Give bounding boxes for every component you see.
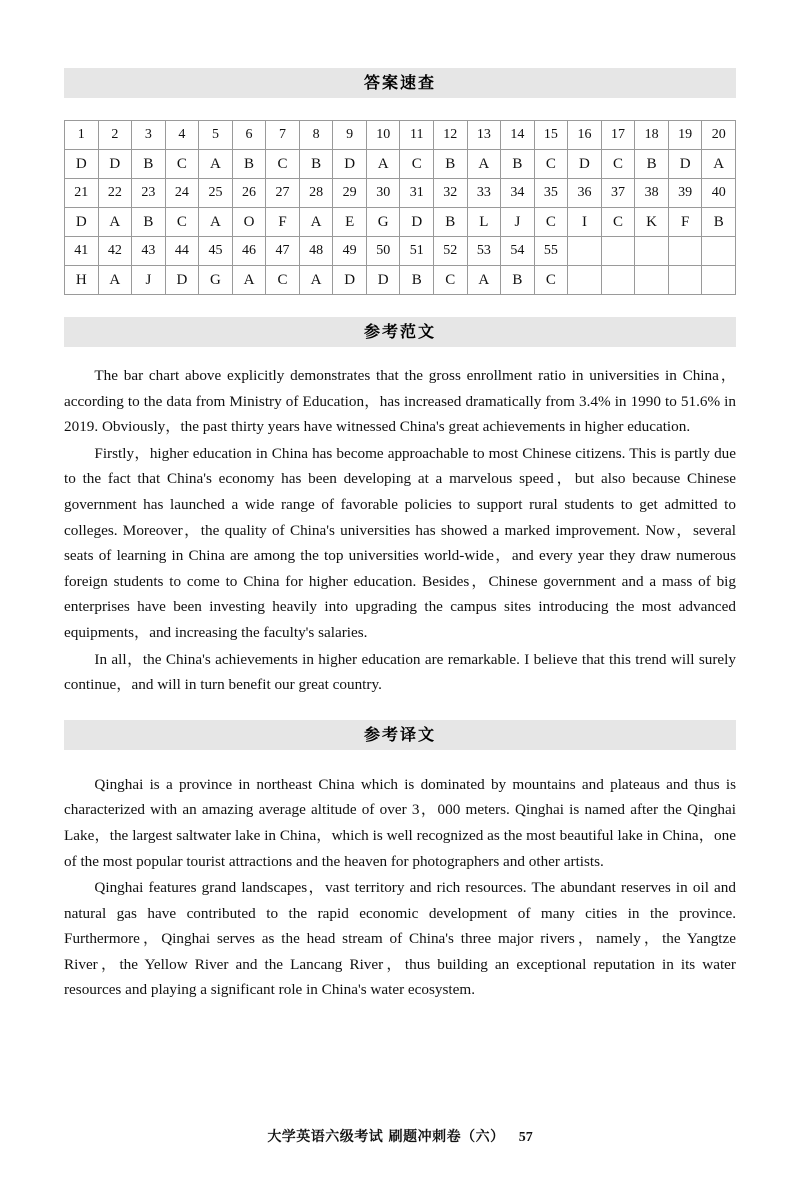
question-number-cell: 5 bbox=[199, 121, 233, 150]
answer-cell: A bbox=[467, 150, 501, 179]
question-number-cell: 53 bbox=[467, 237, 501, 266]
question-number-cell: 49 bbox=[333, 237, 367, 266]
answer-table-container bbox=[64, 120, 736, 295]
answer-cell: O bbox=[232, 208, 266, 237]
question-number-cell: 7 bbox=[266, 121, 300, 150]
question-number-cell: 10 bbox=[366, 121, 400, 150]
answer-cell: C bbox=[534, 208, 568, 237]
question-number-cell: 24 bbox=[165, 179, 199, 208]
answer-cell bbox=[635, 266, 669, 295]
question-number-cell bbox=[601, 237, 635, 266]
question-number-cell bbox=[568, 237, 602, 266]
question-number-cell: 37 bbox=[601, 179, 635, 208]
question-number-cell: 2 bbox=[98, 121, 132, 150]
question-number-cell: 44 bbox=[165, 237, 199, 266]
answer-cell bbox=[702, 266, 736, 295]
question-number-cell: 32 bbox=[434, 179, 468, 208]
answer-cell: I bbox=[568, 208, 602, 237]
question-number-cell: 38 bbox=[635, 179, 669, 208]
question-number-cell: 40 bbox=[702, 179, 736, 208]
answer-cell: F bbox=[266, 208, 300, 237]
answer-cell: A bbox=[199, 150, 233, 179]
answer-cell: A bbox=[98, 208, 132, 237]
question-number-cell: 20 bbox=[702, 121, 736, 150]
answer-cell bbox=[601, 266, 635, 295]
question-number-cell: 47 bbox=[266, 237, 300, 266]
answer-table-answer-row bbox=[65, 208, 736, 237]
answer-cell: C bbox=[534, 150, 568, 179]
answer-cell: C bbox=[266, 266, 300, 295]
question-number-cell: 42 bbox=[98, 237, 132, 266]
question-number-cell: 39 bbox=[668, 179, 702, 208]
answer-cell bbox=[568, 266, 602, 295]
question-number-cell: 6 bbox=[232, 121, 266, 150]
answer-cell: A bbox=[366, 150, 400, 179]
answer-cell: K bbox=[635, 208, 669, 237]
answer-cell: D bbox=[400, 208, 434, 237]
footer-title: 大学英语六级考试 刷题冲刺卷（六） bbox=[267, 1129, 505, 1145]
question-number-cell: 41 bbox=[65, 237, 99, 266]
answer-cell: C bbox=[434, 266, 468, 295]
answer-cell: B bbox=[501, 150, 535, 179]
answer-cell: A bbox=[299, 208, 333, 237]
answer-table-answer-row bbox=[65, 266, 736, 295]
answer-cell: D bbox=[668, 150, 702, 179]
answer-cell: D bbox=[333, 150, 367, 179]
answer-table-answer-row bbox=[65, 150, 736, 179]
question-number-cell: 19 bbox=[668, 121, 702, 150]
question-number-cell: 51 bbox=[400, 237, 434, 266]
answer-cell: B bbox=[299, 150, 333, 179]
question-number-cell: 50 bbox=[366, 237, 400, 266]
question-number-cell: 27 bbox=[266, 179, 300, 208]
question-number-cell: 33 bbox=[467, 179, 501, 208]
answer-cell: E bbox=[333, 208, 367, 237]
question-number-cell: 35 bbox=[534, 179, 568, 208]
section-heading-reference-translation: 参考译文 bbox=[64, 720, 736, 750]
answer-cell: H bbox=[65, 266, 99, 295]
answer-cell: B bbox=[132, 150, 166, 179]
question-number-cell: 13 bbox=[467, 121, 501, 150]
answer-cell: A bbox=[467, 266, 501, 295]
answer-cell: D bbox=[65, 208, 99, 237]
question-number-cell bbox=[668, 237, 702, 266]
question-number-cell: 30 bbox=[366, 179, 400, 208]
answer-key-table bbox=[64, 120, 736, 295]
question-number-cell: 52 bbox=[434, 237, 468, 266]
question-number-cell: 22 bbox=[98, 179, 132, 208]
question-number-cell: 26 bbox=[232, 179, 266, 208]
answer-cell bbox=[668, 266, 702, 295]
answer-cell: D bbox=[333, 266, 367, 295]
answer-cell: B bbox=[434, 150, 468, 179]
question-number-cell: 12 bbox=[434, 121, 468, 150]
answer-table-number-row bbox=[65, 237, 736, 266]
answer-cell: B bbox=[635, 150, 669, 179]
answer-cell: A bbox=[232, 266, 266, 295]
question-number-cell: 15 bbox=[534, 121, 568, 150]
question-number-cell: 3 bbox=[132, 121, 166, 150]
answer-cell: G bbox=[366, 208, 400, 237]
section-heading-model-essay: 参考范文 bbox=[64, 317, 736, 347]
answer-cell: C bbox=[534, 266, 568, 295]
answer-cell: C bbox=[165, 150, 199, 179]
question-number-cell: 31 bbox=[400, 179, 434, 208]
section-heading-answers: 答案速查 bbox=[64, 68, 736, 98]
answer-cell: C bbox=[400, 150, 434, 179]
question-number-cell: 4 bbox=[165, 121, 199, 150]
question-number-cell: 43 bbox=[132, 237, 166, 266]
question-number-cell: 14 bbox=[501, 121, 535, 150]
question-number-cell: 1 bbox=[65, 121, 99, 150]
question-number-cell: 45 bbox=[199, 237, 233, 266]
question-number-cell: 18 bbox=[635, 121, 669, 150]
page-number: 57 bbox=[518, 1130, 533, 1145]
answer-cell: A bbox=[199, 208, 233, 237]
question-number-cell: 9 bbox=[333, 121, 367, 150]
question-number-cell: 48 bbox=[299, 237, 333, 266]
answer-cell: D bbox=[568, 150, 602, 179]
answer-cell: B bbox=[702, 208, 736, 237]
answer-cell: D bbox=[65, 150, 99, 179]
question-number-cell: 34 bbox=[501, 179, 535, 208]
paragraph: Qinghai is a province in northeast China which is dominated by mountains and plateaus and thus is characterized with an amazing average altitude of over 3，000 meters. Qinghai is named after the Qinghai Lake，the largest saltwater lake in China，which is well recognized as the most beautiful lake in China，one of the most popular tourist attractions and the heaven for photographers and other artists. bbox=[64, 775, 736, 870]
answer-cell: A bbox=[98, 266, 132, 295]
answer-cell: D bbox=[165, 266, 199, 295]
answer-cell: B bbox=[434, 208, 468, 237]
question-number-cell: 23 bbox=[132, 179, 166, 208]
answer-cell: A bbox=[299, 266, 333, 295]
question-number-cell: 17 bbox=[601, 121, 635, 150]
paragraph: The bar chart above explicitly demonstrates that the gross enrollment ratio in universities in China，according to the data from Ministry of Education，has increased dramatically from 3.4% in 1990 to 51.6% in 2019. Obviously，the past thirty years have witnessed China's great achievements in higher education. bbox=[64, 367, 736, 436]
answer-cell: D bbox=[98, 150, 132, 179]
answer-cell: B bbox=[400, 266, 434, 295]
answer-table-number-row bbox=[65, 121, 736, 150]
answer-cell: J bbox=[501, 208, 535, 237]
answer-cell: G bbox=[199, 266, 233, 295]
paragraph: In all，the China's achievements in higher education are remarkable. I believe that this trend will surely continue，and will in turn benefit our great country. bbox=[64, 650, 736, 694]
model-essay-body bbox=[64, 363, 736, 698]
answer-cell: C bbox=[601, 150, 635, 179]
answer-cell: A bbox=[702, 150, 736, 179]
answer-table-number-row bbox=[65, 179, 736, 208]
paragraph: Qinghai features grand landscapes，vast territory and rich resources. The abundant reserves in oil and natural gas have contributed to the rapid economic development of many cities in the province. Furthermore，Qinghai serves as the head stream of China's three major rivers，namely，the Yangtze River，the Yellow River and the Lancang River，thus building an exceptional reputation in its water resources and playing a significant role in China's water ecosystem. bbox=[64, 879, 736, 999]
page-footer bbox=[0, 1126, 800, 1146]
question-number-cell bbox=[702, 237, 736, 266]
answer-cell: B bbox=[232, 150, 266, 179]
question-number-cell: 11 bbox=[400, 121, 434, 150]
question-number-cell: 36 bbox=[568, 179, 602, 208]
answer-cell: C bbox=[165, 208, 199, 237]
answer-cell: D bbox=[366, 266, 400, 295]
question-number-cell: 54 bbox=[501, 237, 535, 266]
answer-cell: J bbox=[132, 266, 166, 295]
answer-cell: B bbox=[132, 208, 166, 237]
answer-cell: C bbox=[266, 150, 300, 179]
answer-cell: B bbox=[501, 266, 535, 295]
answer-cell: C bbox=[601, 208, 635, 237]
question-number-cell: 21 bbox=[65, 179, 99, 208]
paragraph: Firstly，higher education in China has become approachable to most Chinese citizens. This is partly due to the fact that China's economy has been developing at a marvelous speed，but also because Chinese government has launched a wide range of favorable policies to support rural students to get admitted to colleges. Moreover，the quality of China's universities has showed a marked improvement. Now，several seats of learning in China are among the top universities world-wide，and every year they draw numerous foreign students to come to China for higher education. Besides，Chinese government and a mass of big enterprises have been investing heavily into upgrading the campus sites introducing the most advanced equipments，and increasing the faculty's salaries. bbox=[64, 444, 736, 641]
question-number-cell bbox=[635, 237, 669, 266]
question-number-cell: 16 bbox=[568, 121, 602, 150]
question-number-cell: 46 bbox=[232, 237, 266, 266]
question-number-cell: 29 bbox=[333, 179, 367, 208]
document-page bbox=[0, 68, 800, 1182]
question-number-cell: 28 bbox=[299, 179, 333, 208]
answer-cell: L bbox=[467, 208, 501, 237]
question-number-cell: 25 bbox=[199, 179, 233, 208]
question-number-cell: 8 bbox=[299, 121, 333, 150]
answer-cell: F bbox=[668, 208, 702, 237]
question-number-cell: 55 bbox=[534, 237, 568, 266]
reference-translation-body bbox=[64, 772, 736, 1003]
